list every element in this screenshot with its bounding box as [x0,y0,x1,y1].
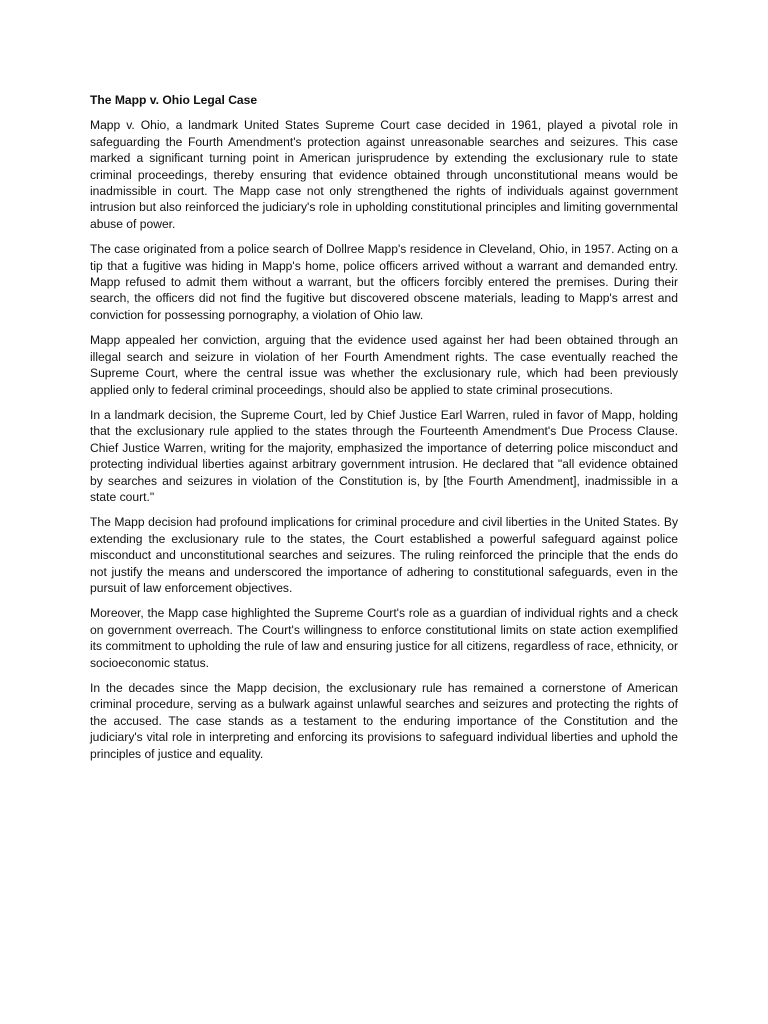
document-title: The Mapp v. Ohio Legal Case [90,93,258,107]
paragraph-2: The case originated from a police search of Dollree Mapp's residence in Cleveland, Ohio, in 1957. Acting on a tip that a fugitive was hiding in Mapp's home, police officers arrived without a warrant and demanded entry. Mapp refused to admit them without a warrant, but the officers forcibly entered the premises. During their search, the officers did not find the fugitive but discovered obscene materials, leading to Mapp's arrest and conviction for possessing pornography, a violation of Ohio law. [90,242,678,322]
document-body [90,92,678,771]
paragraph-3: Mapp appealed her conviction, arguing that the evidence used against her had been obtained through an illegal search and seizure in violation of her Fourth Amendment rights. The case eventually reached the Supreme Court, where the central issue was whether the exclusionary rule, which had been previously applied only to federal criminal proceedings, should also be applied to state criminal prosecutions. [90,333,678,397]
paragraph-5: The Mapp decision had profound implications for criminal procedure and civil liberties in the United States. By extending the exclusionary rule to the states, the Court established a powerful safeguard against police misconduct and unconstitutional searches and seizures. The ruling reinforced the principle that the ends do not justify the means and underscored the importance of adhering to constitutional safeguards, even in the pursuit of law enforcement objectives. [90,515,678,595]
paragraph-7: In the decades since the Mapp decision, the exclusionary rule has remained a cornerstone of American criminal procedure, serving as a bulwark against unlawful searches and seizures and protecting the rights of the accused. The case stands as a testament to the enduring importance of the Constitution and the judiciary's vital role in interpreting and enforcing its provisions to safeguard individual liberties and uphold the principles of justice and equality. [90,681,678,761]
paragraph-4: In a landmark decision, the Supreme Court, led by Chief Justice Earl Warren, ruled in favor of Mapp, holding that the exclusionary rule applied to the states through the Fourteenth Amendment's Due Process Clause. Chief Justice Warren, writing for the majority, emphasized the importance of deterring police misconduct and protecting individual liberties against arbitrary government intrusion. He declared that "all evidence obtained by searches and seizures in violation of the Constitution is, by [the Fourth Amendment], inadmissible in a state court." [90,407,678,504]
paragraph-6: Moreover, the Mapp case highlighted the Supreme Court's role as a guardian of individual rights and a check on government overreach. The Court's willingness to enforce constitutional limits on state action exemplified its commitment to upholding the rule of law and ensuring justice for all citizens, regardless of race, ethnicity, or socioeconomic status. [90,606,678,670]
paragraph-1: Mapp v. Ohio, a landmark United States Supreme Court case decided in 1961, played a pivotal role in safeguarding the Fourth Amendment's protection against unreasonable searches and seizures. This case marked a significant turning point in American jurisprudence by extending the exclusionary rule to state criminal proceedings, thereby ensuring that evidence obtained through unconstitutional means would be inadmissible in court. The Mapp case not only strengthened the rights of individuals against government intrusion but also reinforced the judiciary's role in upholding constitutional principles and limiting governmental abuse of power. [90,118,678,231]
